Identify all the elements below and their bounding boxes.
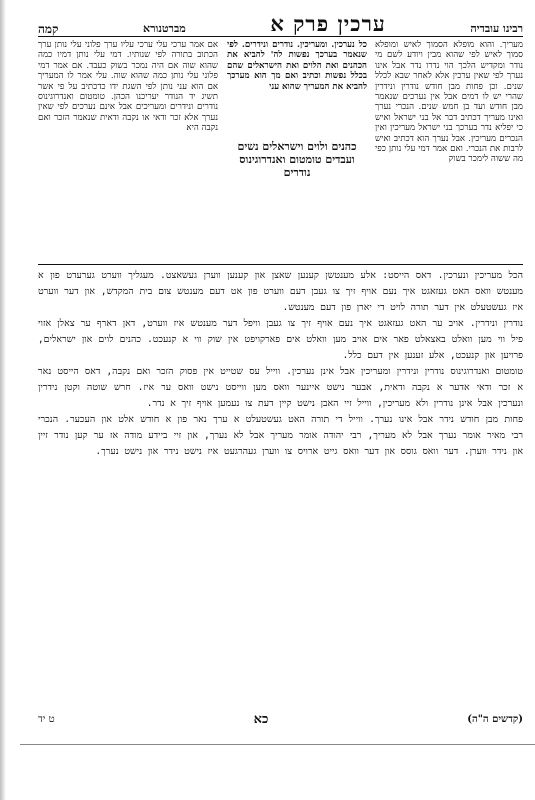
- bottom-rule: [20, 744, 535, 745]
- main-paragraph: הכל מעריכין ונערכין. דאס הייסט: אלע מענטשן קענען שאצן און קענען ווערן געשאצט. מעגליך ווערט גערעדט פון א מענטש וואס האט געזאגט איך נעם אויף זיך צו געבן דעם ווערט פון אט דעם מענטש צום בית המקדש, און דער ווערט איז געשטעלט אין דער תורה לויט די יארן פון דעם מענטש.: [38, 270, 523, 313]
- main-paragraph: נודרין ונידרין. אויב ער האט געזאגט איך נעם אויף זיך צו געבן וויפל דער מענטש איז ווערט, דאן דארף ער צאלן אזוי פיל ווי מען וואלט באצאלט פאר אים אויב מען וואלט אים פארקויפט אין שוק ווי א קנעכט. כהנים לוים און ישראלים, פרויען און קנעכט, אלע זענען אין דעם כלל.: [38, 318, 523, 361]
- document-page: [38, 10, 523, 730]
- commentary-right-column: מעריך. והוא מופלא הסמוך לאיש ומופלא סמוך לאיש לפי שהוא מבין ויודע לשם מי נודר ומקדיש הלכך הוי נדרו נדר אבל אינו נערך לפי שאין ערכין אלא לאחר שבא לכלל שנים. וכן פחות מבן חודש נודרין ונידרין שהרי יש לו דמים אבל אין נערכים שנאמר מבן חודש ועד בן חמש שנים. הנכרי נערך ואינו מעריך דכתיב דבר אל בני ישראל ואיש כי יפליא נדר בערכך בני ישראל מעריכין ואין הנכרים מעריכין. אבל נערך הוא דכתיב ואיש לרבות את הנכרי. ואם אמר דמי עלי נותן כפי מה ששוה לימכר בשוק: [375, 40, 523, 165]
- footer-catchword: (קדשים ה"ה): [467, 713, 523, 725]
- main-translation-text: [38, 268, 523, 704]
- running-header: [38, 10, 523, 37]
- page-footer: [38, 708, 523, 730]
- main-paragraph: פחות מבן חודש נידר אבל אינו נערך. ווייל די תורה האט געשטעלט א ערך נאר פון א חודש אלט און העכער. הנכרי רבי מאיר אומר נערך אבל לא מעריך, רבי יהודה אומר מעריך אבל לא נערך, און זיי ביידע מודה אז ער קען נודר זיין און נידר ווערן. דער וואס גוסס און דער וואס גייט ארויס צו ווערן געהרגעט איז נישט נידר און נישט נערך.: [38, 414, 523, 457]
- section-divider: [38, 264, 523, 265]
- page-edge-shadow: [0, 0, 6, 800]
- mishna-text: כהנים ולוים וישראלים נשים ועבדים טומטום ואנדרוגינוס נודרים: [237, 140, 357, 180]
- commentary-left-column: אם אמר ערכי עלי ערכי עליו ערך פלוני עלי נותן ערך הכתוב בתורה לפי שנותיו. דמי עלי נותן דמיו כמה שהוא שוה אם היה נמכר בשוק כעבד. אם אמר דמי פלוני עלי נותן כמה שהוא שוה. עלי אמר לו המעריך אם הוא עני נותן לפי השגת ידו כדכתיב על פי אשר תשיג יד הנודר יעריכנו הכהן. טומטום ואנדרוגינוס נודרים ונידרים ומעריכים אבל אינם נערכים לפי שאין נערך אלא זכר ודאי או נקבה ודאית שנאמר הזכר ואם נקבה היא: [38, 40, 218, 134]
- commentary-block: [38, 40, 523, 262]
- footer-reference: ט יד: [38, 713, 55, 725]
- header-commentator-label-left: מברטנורא: [143, 22, 186, 35]
- commentary-middle-text: כל נערכין. ומעריכין. נודרים ונידרים. לפי שנאמר בערכך נפשות לה' להביא את הכהנים ואת הלוים ואת הישראלים שהם בכלל נפשות וכתיב ואם מך הוא מערכך להביא את המעריך שהוא עני: [227, 40, 367, 92]
- header-page-number: קמה: [38, 22, 59, 36]
- footer-signature-mark: כא: [253, 712, 269, 727]
- main-paragraph: טומטום ואנדרוגינוס נודרין ונידרין ומעריכין אבל אינן נערכין. ווייל עס שטייט אין פסוק הזכר ואם נקבה, דאס הייסט נאר א זכר ודאי אדער א נקבה ודאית, אבער נישט איינער וואס מען ווייסט נישט וואס ער איז. חרש שוטה וקטן נידרין ונערכין אבל אינן נודרין ולא מעריכין, ווייל זיי האבן נישט קיין דעת צו נעמען אויף זיך א נדר.: [38, 366, 523, 409]
- header-commentator-label: רבינו עובדיה: [470, 22, 523, 35]
- header-title: ערכין פרק א: [270, 11, 386, 36]
- commentary-middle-column: [227, 40, 367, 262]
